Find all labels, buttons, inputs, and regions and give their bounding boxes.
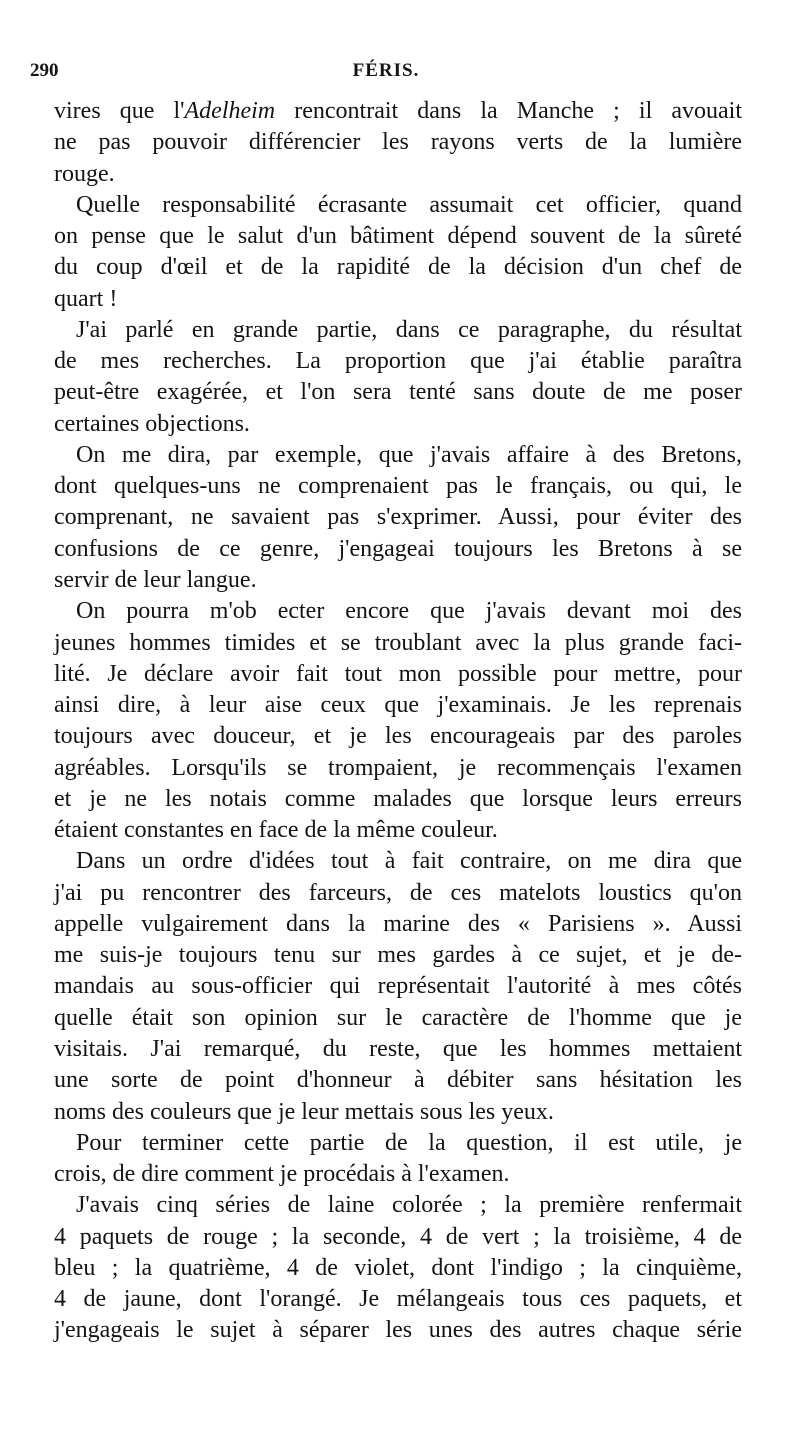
text-line: appelle vulgairement dans la marine des « Parisiens ». Aussi	[54, 910, 742, 937]
text-line: agréables. Lorsqu'ils se trompaient, je recommençais l'examen	[54, 754, 742, 781]
text-line: J'ai parlé en grande partie, dans ce paragraphe, du résultat	[76, 316, 742, 343]
text-line: ainsi dire, à leur aise ceux que j'examinais. Je les reprenais	[54, 692, 742, 719]
text-line: jeunes hommes timides et se troublant avec la plus grande faci-	[54, 629, 742, 656]
text-line: toujours avec douceur, et je les encourageais par des paroles	[54, 723, 742, 750]
page-number: 290	[30, 60, 59, 81]
text-line: bleu ; la quatrième, 4 de violet, dont l'indigo ; la cinquième,	[54, 1254, 742, 1281]
text-line: On me dira, par exemple, que j'avais affaire à des Bretons,	[76, 441, 742, 468]
text-line: lité. Je déclare avoir fait tout mon possible pour mettre, pour	[54, 660, 742, 687]
text-line: crois, de dire comment je procédais à l'examen.	[54, 1161, 510, 1188]
text-line: servir de leur langue.	[54, 566, 257, 593]
text-line: mandais au sous-officier qui représentait l'autorité à mes côtés	[54, 973, 742, 1000]
text-line: visitais. J'ai remarqué, du reste, que les hommes mettaient	[54, 1035, 742, 1062]
text-line: On pourra m'ob ecter encore que j'avais devant moi des	[76, 598, 742, 625]
ship-name: Adelheim	[184, 98, 276, 124]
text-line: quelle était son opinion sur le caractère de l'homme que je	[54, 1004, 742, 1031]
text-line: quart !	[54, 285, 118, 312]
page-header	[30, 60, 742, 86]
text-line: rouge.	[54, 160, 115, 187]
text-line: 4 paquets de rouge ; la seconde, 4 de vert ; la troisième, 4 de	[54, 1223, 742, 1250]
running-title: FÉRIS.	[352, 60, 420, 81]
text-line: ne pas pouvoir différencier les rayons verts de la lumière	[54, 129, 742, 156]
text-line: vires que l'Adelheim rencontrait dans la Manche ; il avouait	[54, 98, 743, 124]
text-line: Quelle responsabilité écrasante assumait cet officier, quand	[76, 191, 742, 218]
text-line: Dans un ordre d'idées tout à fait contraire, on me dira que	[76, 848, 742, 875]
text-line: et je ne les notais comme malades que lorsque leurs erreurs	[54, 785, 742, 812]
text-line: me suis-je toujours tenu sur mes gardes à ce sujet, et je de-	[54, 942, 742, 969]
body-text	[54, 96, 742, 1347]
text-line: du coup d'œil et de la rapidité de la décision d'un chef de	[54, 254, 742, 281]
text-line: étaient constantes en face de la même couleur.	[54, 817, 498, 844]
text-line: comprenant, ne savaient pas s'exprimer. Aussi, pour éviter des	[54, 504, 742, 531]
text-line: j'ai pu rencontrer des farceurs, de ces matelots loustics qu'on	[54, 879, 742, 906]
text-line: on pense que le salut d'un bâtiment dépend souvent de la sûreté	[54, 223, 742, 250]
text-line: Pour terminer cette partie de la question, il est utile, je	[76, 1129, 742, 1156]
text-line: J'avais cinq séries de laine colorée ; la première renfermait	[76, 1192, 742, 1219]
text-line: dont quelques-uns ne comprenaient pas le français, ou qui, le	[54, 473, 742, 500]
text-line: certaines objections.	[54, 410, 250, 437]
text-line: une sorte de point d'honneur à débiter sans hésitation les	[54, 1067, 742, 1094]
text-line: 4 de jaune, dont l'orangé. Je mélangeais tous ces paquets, et	[54, 1286, 742, 1313]
text-line: peut-être exagérée, et l'on sera tenté sans doute de me poser	[54, 379, 742, 406]
text-line: confusions de ce genre, j'engageai toujours les Bretons à se	[54, 535, 742, 562]
text-line: noms des couleurs que je leur mettais sous les yeux.	[54, 1098, 554, 1125]
text-line: j'engageais le sujet à séparer les unes des autres chaque série	[54, 1317, 742, 1344]
text-line: de mes recherches. La proportion que j'ai établie paraîtra	[54, 348, 742, 375]
